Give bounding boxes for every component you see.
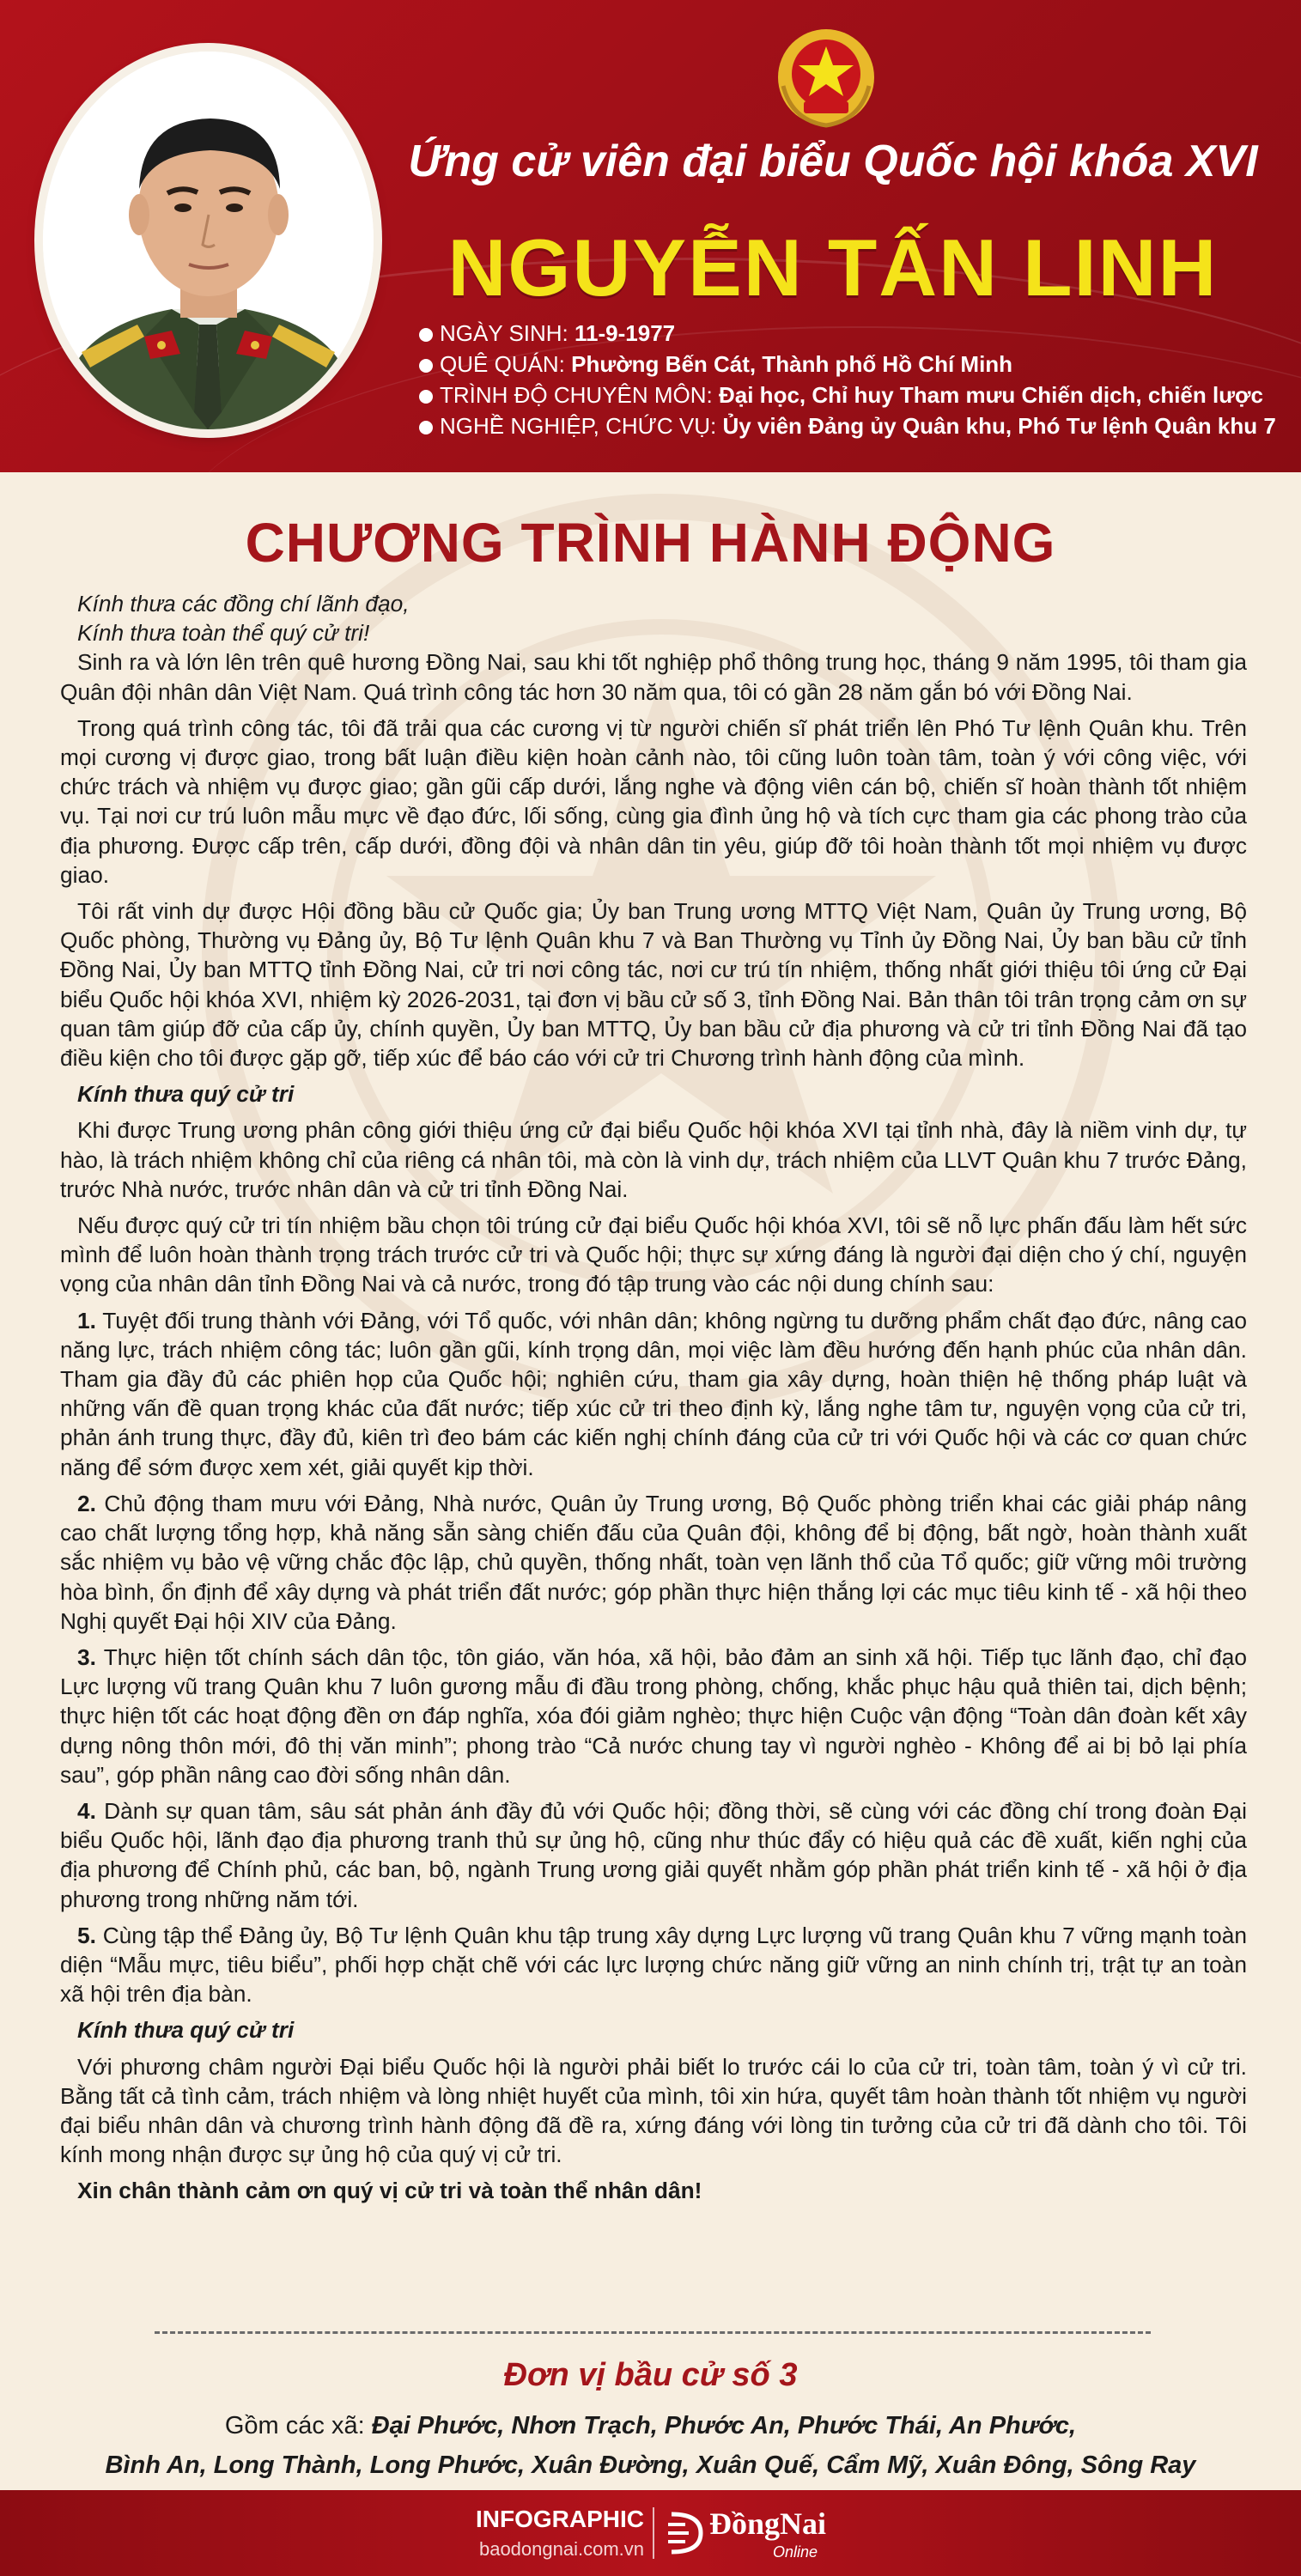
info-value: Ủy viên Đảng ủy Quân khu, Phó Tư lệnh Quân khu 7: [722, 413, 1276, 439]
district-title: Đơn vị bầu cử số 3: [503, 2357, 798, 2393]
bullet-icon: [419, 328, 433, 342]
program-title: CHƯƠNG TRÌNH HÀNH ĐỘNG: [245, 512, 1056, 574]
info-label: TRÌNH ĐỘ CHUYÊN MÔN:: [440, 382, 719, 408]
footer-url[interactable]: baodongnai.com.vn: [478, 2538, 644, 2560]
item-text: Thực hiện tốt chính sách dân tộc, tôn giáo, văn hóa, xã hội, bảo đảm an sinh xã hội. Tiếp tục lãnh đạo, chỉ đạo Lực lượng vũ trang Quân khu 7 luôn gương mẫu đi đầu trong phòng, chống, khắc phục hậu quả thiên tai, dịch bệnh; thực hiện tốt các hoạt động đền ơn đáp nghĩa, xóa đói giảm nghèo; thực hiện Cuộc vận động “Toàn dân đoàn kết xây dựng nông thôn mới, đô thị văn minh”; phong trào “Cả nước chung tay vì người nghèo - Không để ai bị bỏ lại phía sau”, góp phần nâng cao đời sống nhân dân.: [60, 1643, 1247, 1788]
item-number: 3.: [77, 1643, 96, 1670]
commune-intro: Gồm các xã:: [224, 2412, 372, 2439]
section-heading: Kính thưa quý cử tri: [77, 2017, 295, 2044]
info-value: Đại học, Chỉ huy Tham mưu Chiến dịch, chiến lược: [719, 382, 1263, 408]
footer-brand-sub: Online: [773, 2543, 818, 2561]
info-value: Phường Bến Cát, Thành phố Hồ Chí Minh: [571, 351, 1013, 377]
paragraph: Khi được Trung ương phân công giới thiệu ứng cử đại biểu Quốc hội khóa XVI tại tỉnh nhà, đây là niềm vinh dự, tự hào, là trách nhiệm không chỉ của riêng cá nhân tôi, mà còn là vinh dự, trách nhiệm của LLVT Quân khu 7 trước Đảng, trước Nhà nước, trước nhân dân và cử tri tỉnh Đồng Nai.: [60, 1117, 1247, 1202]
footer-infographic-label: INFOGRAPHIC: [476, 2506, 644, 2532]
bullet-icon: [419, 421, 433, 434]
paragraph: Trong quá trình công tác, tôi đã trải qua các cương vị từ người chiến sĩ phát triển lên Phó Tư lệnh Quân khu. Trên mọi cương vị được giao, trong bất luận điều kiện hoàn cảnh nào, tôi cũng luôn toàn tâm, toàn ý với công việc, với chức trách và nhiệm vụ được giao; gần gũi cấp dưới, lắng nghe và động viên cán bộ, chiến sĩ hoàn thành tốt nhiệm vụ. Tại nơi cư trú luôn mẫu mực về đạo đức, lối sống, cùng gia đình ủng hộ và tích cực tham gia các phong trào của địa phương. Được cấp trên, cấp dưới, đồng đội và nhân dân tin yêu, giúp đỡ tôi hoàn thành tốt mọi nhiệm vụ được giao.: [60, 714, 1247, 888]
info-education: [419, 380, 1286, 410]
info-birthdate: [419, 318, 1286, 349]
footer-brand: ĐồngNai: [709, 2506, 827, 2541]
commitment-item: [60, 1306, 1247, 1482]
item-text: Tuyệt đối trung thành với Đảng, với Tổ quốc, với nhân dân; không ngừng tu dưỡng phẩm chất đạo đức, nâng cao năng lực, trách nhiệm công tác; luôn gần gũi, kính trọng dân, mọi việc làm đều hướng đến hạnh phúc của nhân dân. Tham gia đầy đủ các phiên họp của Quốc hội; nghiên cứu, tham gia xây dựng, hoàn thiện hệ thống pháp luật và những vấn đề quan trọng khác của đất nước; tiếp xúc cử tri theo định kỳ, lắng nghe tâm tư, nguyện vọng của cử tri, phản ánh trung thực, đầy đủ, kiên trì đeo bám các kiến nghị chính đáng của cử tri với Quốc hội và các cơ quan chức năng để sớm được xem xét, giải quyết kịp thời.: [60, 1307, 1247, 1480]
candidate-portrait: [43, 52, 374, 429]
item-number: 2.: [77, 1490, 96, 1516]
commune-names: Đại Phước, Nhơn Trạch, Phước An, Phước Thái, An Phước,: [371, 2412, 1077, 2439]
footer-bar: [0, 2490, 1301, 2576]
item-text: Chủ động tham mưu với Đảng, Nhà nước, Quân ủy Trung ương, Bộ Quốc phòng triển khai các giải pháp nâng cao chất lượng tổng hợp, khả năng sẵn sàng chiến đấu của Quân đội, không để bị động, bất ngờ, hoàn thành xuất sắc nhiệm vụ bảo vệ vững chắc độc lập, chủ quyền, thống nhất, toàn vẹn lãnh thổ của Tổ quốc; giữ vững môi trường hòa bình, ổn định để xây dựng và phát triển đất nước; góp phần thực hiện thắng lợi các mục tiêu kinh tế - xã hội theo Nghị quyết Đại hội XIV của Đảng.: [60, 1490, 1247, 1634]
commune-line: [86, 2406, 1215, 2445]
header-banner: [0, 0, 1301, 472]
candidate-title: Ứng cử viên đại biểu Quốc hội khóa XVI: [408, 137, 1258, 186]
program-content: [60, 589, 1247, 2213]
commitment-item: [60, 1796, 1247, 1914]
national-emblem-icon: [775, 26, 878, 129]
info-hometown: [419, 349, 1286, 380]
item-number: 4.: [77, 1797, 96, 1824]
commune-names: Bình An, Long Thành, Long Phước, Xuân Đường, Xuân Quế, Cẩm Mỹ, Xuân Đông, Sông Ray: [105, 2451, 1196, 2479]
closing-line: Xin chân thành cảm ơn quý vị cử tri và toàn thể nhân dân!: [77, 2178, 702, 2204]
dong-nai-logo-icon: [663, 2509, 706, 2557]
info-label: QUÊ QUÁN:: [440, 351, 572, 377]
item-number: 5.: [77, 1922, 96, 1948]
item-text: Cùng tập thể Đảng ủy, Bộ Tư lệnh Quân khu tập trung xây dựng Lực lượng vũ trang Quân khu 7 vững mạnh toàn diện “Mẫu mực, tiêu biểu”, phối hợp chặt chẽ với các lực lượng chức năng giữ vững an ninh chính trị, trật tự an toàn xã hội trên địa bàn.: [60, 1922, 1247, 2008]
info-occupation: [419, 410, 1286, 441]
info-label: NGHỀ NGHIỆP, CHỨC VỤ:: [440, 413, 723, 439]
paragraph: Nếu được quý cử tri tín nhiệm bầu chọn tôi trúng cử đại biểu Quốc hội khóa XVI, tôi sẽ nỗ lực phấn đấu làm hết sức mình để luôn hoàn thành trọng trách trước cử tri và Quốc hội; thực sự xứng đáng là người đại diện cho ý chí, nguyện vọng của nhân dân tỉnh Đồng Nai và cả nước, trong đó tập trung vào các nội dung chính sau:: [60, 1212, 1247, 1297]
paragraph: Sinh ra và lớn lên trên quê hương Đồng Nai, sau khi tốt nghiệp phổ thông trung học, tháng 9 năm 1995, tôi tham gia Quân đội nhân dân Việt Nam. Quá trình công tác hơn 30 năm qua, tôi có gần 28 năm gắn bó với Đồng Nai.: [60, 649, 1247, 705]
info-value: 11-9-1977: [575, 320, 676, 346]
dashed-divider: [155, 2331, 1151, 2334]
candidate-info-list: [419, 318, 1286, 441]
portrait-illustration: [43, 52, 374, 429]
commitment-item: [60, 1921, 1247, 2009]
paragraph: Với phương châm người Đại biểu Quốc hội là người phải biết lo trước cái lo của cử tri, toàn tâm, toàn ý vì cử tri. Bằng tất cả tình cảm, trách nhiệm và lòng nhiệt huyết của mình, tôi xin hứa, quyết tâm hoàn thành tốt nhiệm vụ người đại biểu nhân dân và chương trình hành động đã đề ra, xứng đáng với lòng tin tưởng của cử tri đã dành cho tôi. Tôi kính mong nhận được sự ủng hộ của quý vị cử tri.: [60, 2053, 1247, 2168]
bullet-icon: [419, 359, 433, 373]
greeting: Kính thưa các đồng chí lãnh đạo,: [77, 591, 410, 617]
commitment-item: [60, 1489, 1247, 1636]
commune-line: [86, 2445, 1215, 2485]
candidate-name: NGUYỄN TẤN LINH: [447, 222, 1219, 313]
info-label: NGÀY SINH:: [440, 320, 575, 346]
bullet-icon: [419, 390, 433, 404]
paragraph: Tôi rất vinh dự được Hội đồng bầu cử Quốc gia; Ủy ban Trung ương MTTQ Việt Nam, Quân ủy Trung ương, Bộ Quốc phòng, Thường vụ Đảng ủy, Bộ Tư lệnh Quân khu 7 và Ban Thường vụ Tỉnh ủy Đồng Nai, Ủy ban bầu cử tỉnh Đồng Nai, Ủy ban MTTQ tỉnh Đồng Nai, cử tri nơi công tác, nơi cư trú tín nhiệm, thống nhất giới thiệu tôi ứng cử Đại biểu Quốc hội khóa XVI, nhiệm kỳ 2026-2031, tại đơn vị bầu cử số 3, tỉnh Đồng Nai. Bản thân tôi trân trọng cảm ơn sự quan tâm giúp đỡ của cấp ủy, chính quyền, Ủy ban MTTQ, Ủy ban bầu cử địa phương và cử tri tỉnh Đồng Nai đã tạo điều kiện cho tôi được gặp gỡ, tiếp xúc để báo cáo với cử tri Chương trình hành động của mình.: [60, 898, 1247, 1072]
greeting: Kính thưa toàn thể quý cử tri!: [77, 620, 370, 647]
footer-separator: [653, 2507, 654, 2559]
item-text: Dành sự quan tâm, sâu sát phản ánh đầy đủ với Quốc hội; đồng thời, sẽ cùng với các đồng chí trong đoàn Đại biểu Quốc hội, lãnh đạo địa phương tranh thủ sự ủng hộ, cũng như thúc đẩy có hiệu quả các đề xuất, kiến nghị của địa phương để Chính phủ, các ban, bộ, ngành Trung ương giải quyết nhằm góp phần phát triển kinh tế - xã hội ở địa phương trong những năm tới.: [60, 1797, 1247, 1912]
commitment-item: [60, 1643, 1247, 1789]
section-heading: Kính thưa quý cử tri: [77, 1081, 295, 1108]
item-number: 1.: [77, 1307, 96, 1334]
district-communes: [86, 2406, 1215, 2485]
